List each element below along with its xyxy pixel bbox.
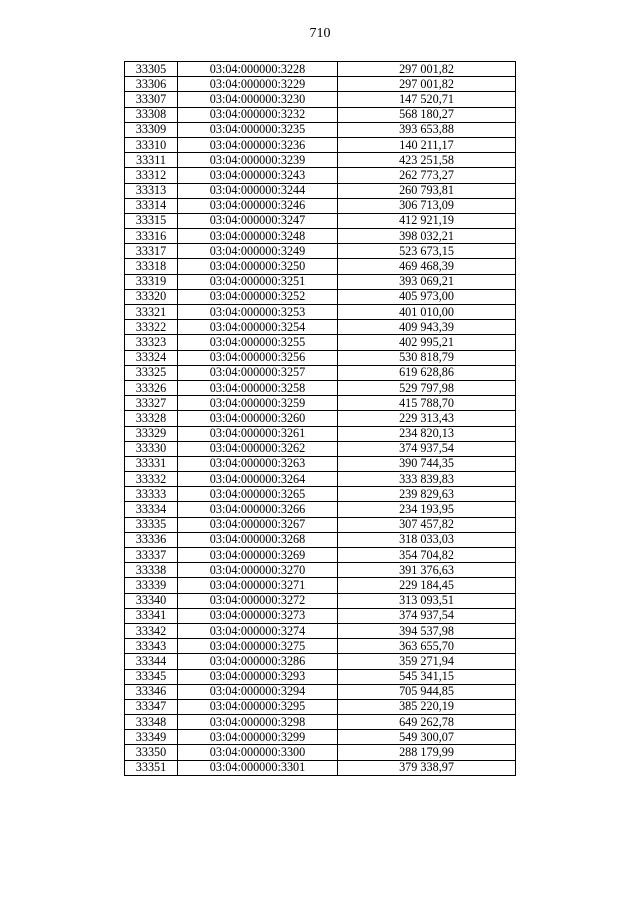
row-number-cell: 33345 (125, 669, 178, 684)
table-row (125, 532, 516, 547)
value-cell: 297 001,82 (338, 62, 516, 77)
value-cell: 234 820,13 (338, 426, 516, 441)
value-cell: 354 704,82 (338, 548, 516, 563)
cadastral-number-cell: 03:04:000000:3263 (178, 456, 338, 471)
cadastral-number-cell: 03:04:000000:3261 (178, 426, 338, 441)
table-row (125, 198, 516, 213)
row-number-cell: 33321 (125, 305, 178, 320)
value-cell: 297 001,82 (338, 77, 516, 92)
table-row (125, 502, 516, 517)
registry-table-body (125, 62, 516, 776)
table-row (125, 350, 516, 365)
table-row (125, 320, 516, 335)
cadastral-number-cell: 03:04:000000:3239 (178, 153, 338, 168)
value-cell: 393 069,21 (338, 274, 516, 289)
cadastral-number-cell: 03:04:000000:3249 (178, 244, 338, 259)
value-cell: 545 341,15 (338, 669, 516, 684)
cadastral-number-cell: 03:04:000000:3254 (178, 320, 338, 335)
table-row (125, 92, 516, 107)
value-cell: 359 271,94 (338, 654, 516, 669)
value-cell: 379 338,97 (338, 760, 516, 775)
row-number-cell: 33332 (125, 472, 178, 487)
table-row (125, 107, 516, 122)
table-row (125, 715, 516, 730)
table-row (125, 654, 516, 669)
value-cell: 306 713,09 (338, 198, 516, 213)
row-number-cell: 33340 (125, 593, 178, 608)
table-row (125, 411, 516, 426)
row-number-cell: 33333 (125, 487, 178, 502)
table-row (125, 137, 516, 152)
value-cell: 140 211,17 (338, 137, 516, 152)
value-cell: 313 093,51 (338, 593, 516, 608)
value-cell: 393 653,88 (338, 122, 516, 137)
row-number-cell: 33305 (125, 62, 178, 77)
cadastral-number-cell: 03:04:000000:3272 (178, 593, 338, 608)
row-number-cell: 33318 (125, 259, 178, 274)
row-number-cell: 33335 (125, 517, 178, 532)
table-row (125, 168, 516, 183)
cadastral-number-cell: 03:04:000000:3236 (178, 137, 338, 152)
table-row (125, 563, 516, 578)
row-number-cell: 33349 (125, 730, 178, 745)
table-row (125, 669, 516, 684)
row-number-cell: 33329 (125, 426, 178, 441)
registry-table (124, 61, 516, 776)
table-row (125, 77, 516, 92)
row-number-cell: 33351 (125, 760, 178, 775)
cadastral-number-cell: 03:04:000000:3255 (178, 335, 338, 350)
cadastral-number-cell: 03:04:000000:3229 (178, 77, 338, 92)
row-number-cell: 33307 (125, 92, 178, 107)
row-number-cell: 33325 (125, 365, 178, 380)
cadastral-number-cell: 03:04:000000:3244 (178, 183, 338, 198)
cadastral-number-cell: 03:04:000000:3258 (178, 380, 338, 395)
cadastral-number-cell: 03:04:000000:3259 (178, 396, 338, 411)
row-number-cell: 33326 (125, 380, 178, 395)
cadastral-number-cell: 03:04:000000:3266 (178, 502, 338, 517)
table-row (125, 244, 516, 259)
table-row (125, 289, 516, 304)
value-cell: 530 818,79 (338, 350, 516, 365)
table-row (125, 548, 516, 563)
row-number-cell: 33320 (125, 289, 178, 304)
table-row (125, 699, 516, 714)
table-row (125, 441, 516, 456)
value-cell: 469 468,39 (338, 259, 516, 274)
table-row (125, 213, 516, 228)
value-cell: 333 839,83 (338, 472, 516, 487)
row-number-cell: 33306 (125, 77, 178, 92)
cadastral-number-cell: 03:04:000000:3248 (178, 229, 338, 244)
table-row (125, 380, 516, 395)
table-row (125, 730, 516, 745)
table-row (125, 608, 516, 623)
row-number-cell: 33350 (125, 745, 178, 760)
row-number-cell: 33342 (125, 623, 178, 638)
table-row (125, 122, 516, 137)
table-row (125, 426, 516, 441)
cadastral-number-cell: 03:04:000000:3257 (178, 365, 338, 380)
cadastral-number-cell: 03:04:000000:3256 (178, 350, 338, 365)
value-cell: 394 537,98 (338, 623, 516, 638)
cadastral-number-cell: 03:04:000000:3300 (178, 745, 338, 760)
cadastral-number-cell: 03:04:000000:3275 (178, 639, 338, 654)
value-cell: 405 973,00 (338, 289, 516, 304)
table-row (125, 153, 516, 168)
table-row (125, 183, 516, 198)
cadastral-number-cell: 03:04:000000:3293 (178, 669, 338, 684)
row-number-cell: 33324 (125, 350, 178, 365)
row-number-cell: 33317 (125, 244, 178, 259)
cadastral-number-cell: 03:04:000000:3260 (178, 411, 338, 426)
row-number-cell: 33347 (125, 699, 178, 714)
cadastral-number-cell: 03:04:000000:3228 (178, 62, 338, 77)
table-row (125, 62, 516, 77)
cadastral-number-cell: 03:04:000000:3235 (178, 122, 338, 137)
cadastral-number-cell: 03:04:000000:3273 (178, 608, 338, 623)
row-number-cell: 33322 (125, 320, 178, 335)
cadastral-number-cell: 03:04:000000:3232 (178, 107, 338, 122)
row-number-cell: 33334 (125, 502, 178, 517)
table-row (125, 259, 516, 274)
row-number-cell: 33341 (125, 608, 178, 623)
cadastral-number-cell: 03:04:000000:3301 (178, 760, 338, 775)
row-number-cell: 33314 (125, 198, 178, 213)
row-number-cell: 33344 (125, 654, 178, 669)
table-row (125, 684, 516, 699)
value-cell: 390 744,35 (338, 456, 516, 471)
row-number-cell: 33338 (125, 563, 178, 578)
value-cell: 374 937,54 (338, 441, 516, 456)
cadastral-number-cell: 03:04:000000:3267 (178, 517, 338, 532)
table-row (125, 472, 516, 487)
cadastral-number-cell: 03:04:000000:3252 (178, 289, 338, 304)
value-cell: 649 262,78 (338, 715, 516, 730)
value-cell: 549 300,07 (338, 730, 516, 745)
row-number-cell: 33311 (125, 153, 178, 168)
table-row (125, 517, 516, 532)
value-cell: 568 180,27 (338, 107, 516, 122)
table-row (125, 396, 516, 411)
row-number-cell: 33319 (125, 274, 178, 289)
value-cell: 412 921,19 (338, 213, 516, 228)
value-cell: 409 943,39 (338, 320, 516, 335)
row-number-cell: 33330 (125, 441, 178, 456)
cadastral-number-cell: 03:04:000000:3246 (178, 198, 338, 213)
value-cell: 363 655,70 (338, 639, 516, 654)
value-cell: 229 184,45 (338, 578, 516, 593)
value-cell: 260 793,81 (338, 183, 516, 198)
value-cell: 318 033,03 (338, 532, 516, 547)
value-cell: 229 313,43 (338, 411, 516, 426)
cadastral-number-cell: 03:04:000000:3243 (178, 168, 338, 183)
row-number-cell: 33323 (125, 335, 178, 350)
row-number-cell: 33315 (125, 213, 178, 228)
row-number-cell: 33343 (125, 639, 178, 654)
row-number-cell: 33312 (125, 168, 178, 183)
row-number-cell: 33310 (125, 137, 178, 152)
cadastral-number-cell: 03:04:000000:3262 (178, 441, 338, 456)
table-row (125, 305, 516, 320)
value-cell: 619 628,86 (338, 365, 516, 380)
table-row (125, 456, 516, 471)
table-row (125, 745, 516, 760)
cadastral-number-cell: 03:04:000000:3295 (178, 699, 338, 714)
table-row (125, 593, 516, 608)
value-cell: 234 193,95 (338, 502, 516, 517)
table-row (125, 365, 516, 380)
value-cell: 307 457,82 (338, 517, 516, 532)
value-cell: 401 010,00 (338, 305, 516, 320)
cadastral-number-cell: 03:04:000000:3286 (178, 654, 338, 669)
value-cell: 391 376,63 (338, 563, 516, 578)
row-number-cell: 33337 (125, 548, 178, 563)
page-number: 710 (309, 26, 331, 41)
value-cell: 239 829,63 (338, 487, 516, 502)
value-cell: 262 773,27 (338, 168, 516, 183)
row-number-cell: 33346 (125, 684, 178, 699)
row-number-cell: 33339 (125, 578, 178, 593)
value-cell: 374 937,54 (338, 608, 516, 623)
cadastral-number-cell: 03:04:000000:3264 (178, 472, 338, 487)
table-row (125, 229, 516, 244)
cadastral-number-cell: 03:04:000000:3250 (178, 259, 338, 274)
cadastral-number-cell: 03:04:000000:3274 (178, 623, 338, 638)
row-number-cell: 33316 (125, 229, 178, 244)
cadastral-number-cell: 03:04:000000:3271 (178, 578, 338, 593)
value-cell: 398 032,21 (338, 229, 516, 244)
value-cell: 385 220,19 (338, 699, 516, 714)
row-number-cell: 33309 (125, 122, 178, 137)
cadastral-number-cell: 03:04:000000:3265 (178, 487, 338, 502)
cadastral-number-cell: 03:04:000000:3294 (178, 684, 338, 699)
row-number-cell: 33331 (125, 456, 178, 471)
cadastral-number-cell: 03:04:000000:3298 (178, 715, 338, 730)
row-number-cell: 33328 (125, 411, 178, 426)
row-number-cell: 33348 (125, 715, 178, 730)
table-row (125, 639, 516, 654)
row-number-cell: 33308 (125, 107, 178, 122)
cadastral-number-cell: 03:04:000000:3268 (178, 532, 338, 547)
cadastral-number-cell: 03:04:000000:3299 (178, 730, 338, 745)
cadastral-number-cell: 03:04:000000:3230 (178, 92, 338, 107)
value-cell: 147 520,71 (338, 92, 516, 107)
table-row (125, 578, 516, 593)
row-number-cell: 33327 (125, 396, 178, 411)
value-cell: 423 251,58 (338, 153, 516, 168)
value-cell: 288 179,99 (338, 745, 516, 760)
value-cell: 705 944,85 (338, 684, 516, 699)
table-row (125, 335, 516, 350)
value-cell: 402 995,21 (338, 335, 516, 350)
cadastral-number-cell: 03:04:000000:3270 (178, 563, 338, 578)
value-cell: 523 673,15 (338, 244, 516, 259)
cadastral-number-cell: 03:04:000000:3253 (178, 305, 338, 320)
value-cell: 415 788,70 (338, 396, 516, 411)
table-row (125, 274, 516, 289)
row-number-cell: 33336 (125, 532, 178, 547)
table-row (125, 487, 516, 502)
row-number-cell: 33313 (125, 183, 178, 198)
value-cell: 529 797,98 (338, 380, 516, 395)
cadastral-number-cell: 03:04:000000:3251 (178, 274, 338, 289)
table-row (125, 760, 516, 775)
table-row (125, 623, 516, 638)
cadastral-number-cell: 03:04:000000:3247 (178, 213, 338, 228)
cadastral-number-cell: 03:04:000000:3269 (178, 548, 338, 563)
